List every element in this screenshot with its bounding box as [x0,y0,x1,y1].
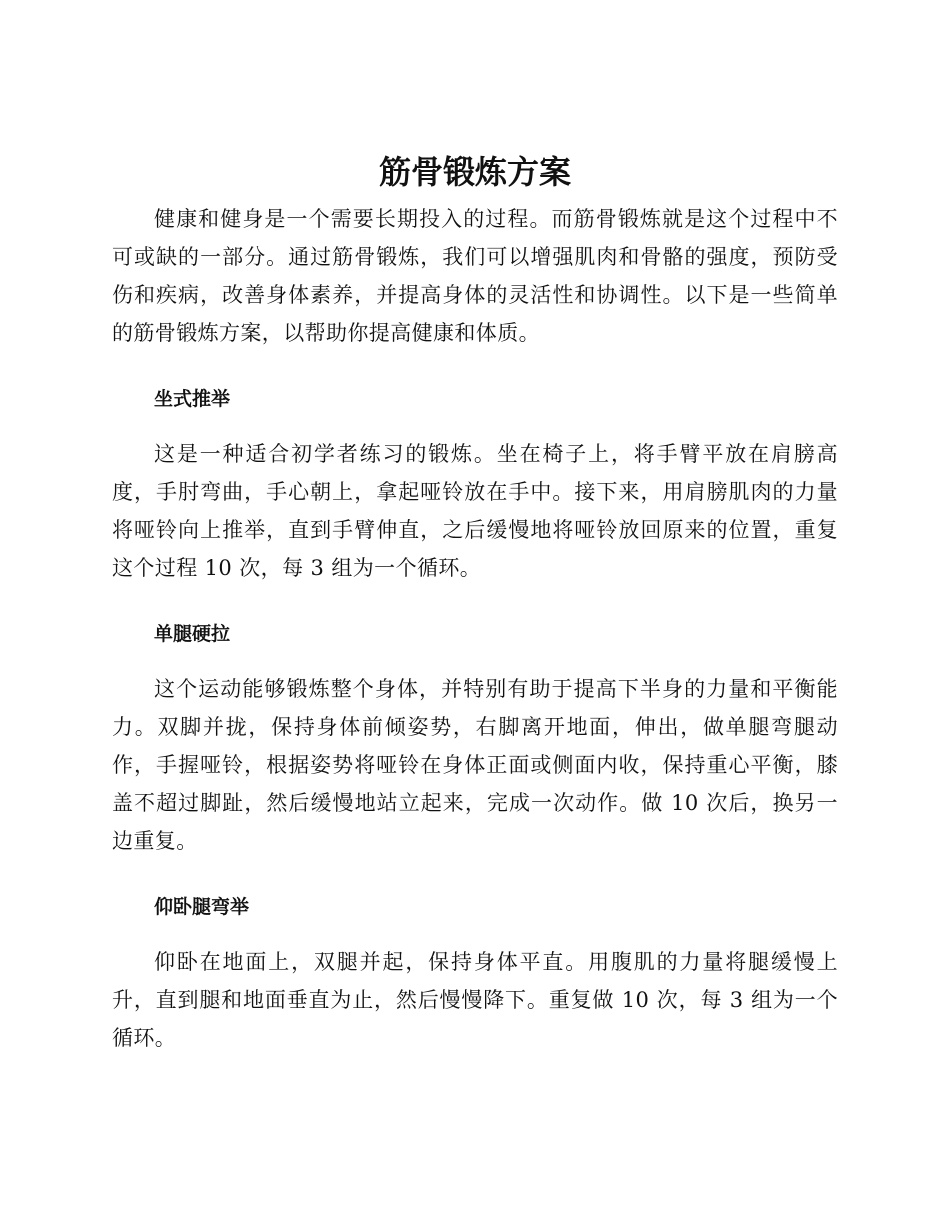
section-heading: 仰卧腿弯举 [154,896,250,918]
section-seated-press [112,384,838,587]
section-single-leg-deadlift [112,619,838,860]
section-body: 这个运动能够锻炼整个身体，并特别有助于提高下半身的力量和平衡能力。双脚并拢，保持身体前倾姿势，右脚离开地面，伸出，做单腿弯腿动作，手握哑铃，根据姿势将哑铃在身体正面或侧面内收，保持重心平衡，膝盖不超过脚趾，然后缓慢地站立起来，完成一次动作。做 10 次后，换另一边重复。 [112,677,838,853]
section-body: 这是一种适合初学者练习的锻炼。坐在椅子上，将手臂平放在肩膀高度，手肘弯曲，手心朝上，拿起哑铃放在手中。接下来，用肩膀肌肉的力量将哑铃向上推举，直到手臂伸直，之后缓慢地将哑铃放回原来的位置，重复这个过程 10 次，每 3 组为一个循环。 [112,442,838,580]
section-heading: 单腿硬拉 [154,623,231,645]
document-title: 筋骨锻炼方案 [378,153,571,191]
intro-paragraph: 健康和健身是一个需要长期投入的过程。而筋骨锻炼就是这个过程中不可或缺的一部分。通过筋骨锻炼，我们可以增强肌肉和骨骼的强度，预防受伤和疾病，改善身体素养，并提高身体的灵活性和协调性。以下是一些简单的筋骨锻炼方案，以帮助你提高健康和体质。 [112,207,838,345]
document-content [112,148,838,1057]
section-lying-leg-raise [112,892,838,1057]
section-body: 仰卧在地面上，双腿并起，保持身体平直。用腹肌的力量将腿缓慢上升，直到腿和地面垂直为止，然后慢慢降下。重复做 10 次，每 3 组为一个循环。 [112,950,838,1050]
section-heading: 坐式推举 [154,388,231,410]
